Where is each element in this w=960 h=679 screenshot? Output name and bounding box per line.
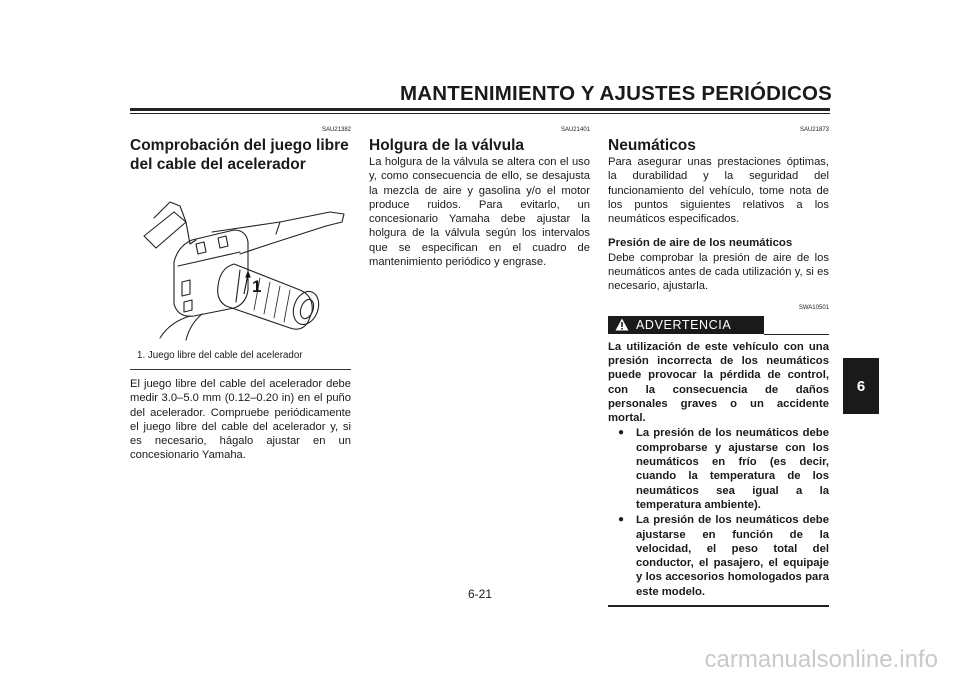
warning-label-box	[608, 316, 764, 334]
warning-text: La utilización de este vehículo con una presión incorrecta de los neumáticos puede provocar la pérdida de control, con la consecuencia de daños personales graves o un accidente mortal.	[608, 340, 829, 425]
warning-triangle-icon	[615, 318, 629, 331]
column-valve	[369, 126, 590, 269]
header-rule-thin	[130, 113, 830, 114]
warning-end-rule	[608, 605, 829, 607]
section-code: SAU21873	[799, 127, 829, 133]
column-tyres	[608, 126, 829, 607]
section-heading-throttle: Comprobación del juego libre del cable del acelerador	[130, 137, 349, 173]
section-code: SAU21382	[321, 127, 351, 133]
column-throttle	[130, 126, 351, 463]
header-rule	[130, 108, 830, 111]
page-header-title: MANTENIMIENTO Y AJUSTES PERIÓDICOS	[400, 82, 833, 105]
watermark: carmanualsonline.info	[704, 646, 938, 673]
warning-rule	[764, 334, 829, 335]
warning-bullet	[608, 513, 829, 599]
figure-caption: 1. Juego libre del cable del acelerador	[137, 350, 303, 361]
bullet-dot-icon: ●	[618, 427, 625, 439]
warning-label: ADVERTENCIA	[636, 317, 732, 332]
warning-bullet	[608, 426, 829, 512]
throttle-grip-illustration	[130, 182, 351, 342]
section-heading-tyres: Neumáticos	[608, 137, 696, 154]
figure-callout-1: 1	[252, 277, 262, 296]
bullet-dot-icon: ●	[618, 514, 625, 526]
throttle-body-text: El juego libre del cable del acelerador debe medir 3.0–5.0 mm (0.12–0.20 in) en el puño del acelerador. Compruebe periódicamente el juego libre del cable del acelerador y, si es necesario, hágalo ajustar en un concesionario Yamaha.	[130, 378, 351, 462]
tyres-body-text: Para asegurar unas prestaciones óptimas, la durabilidad y la seguridad del funcionamiento del vehículo, tome nota de los puntos siguientes relativos a los neumáticos especificados.	[608, 156, 829, 226]
warning-header	[608, 314, 829, 338]
throttle-grip-figure	[130, 182, 351, 342]
section-heading-valve: Holgura de la válvula	[369, 137, 525, 154]
warning-bullet-text: La presión de los neumáticos debe ajustarse en función de la velocidad, el peso total del conductor, el pasajero, el equipaje y los accesorios homologados para este modelo.	[636, 514, 829, 598]
warning-bullet-text: La presión de los neumáticos debe comprobarse y ajustarse con los neumáticos en frío (es decir, cuando la temperatura de los neumáticos sea igual a la temperatura ambiente).	[636, 427, 829, 511]
tyre-pressure-subheading: Presión de aire de los neumáticos	[608, 237, 793, 250]
valve-body-text: La holgura de la válvula se altera con el uso y, como consecuencia de ello, se desajusta la mezcla de aire y gasolina y/o el motor produce ruidos. Para evitarlo, un concesionario Yamaha debe ajustar la holgura de la válvula según los intervalos que se especifican en el cuadro de mantenimiento periódico y engrase.	[369, 156, 590, 269]
caption-rule	[130, 369, 351, 370]
tyre-pressure-text: Debe comprobar la presión de aire de los neumáticos antes de cada utilización y, si es necesario, ajustarla.	[608, 251, 829, 293]
chapter-tab[interactable]: 6	[843, 358, 879, 414]
section-code: SAU21401	[560, 127, 590, 133]
warning-code: SWA10501	[798, 304, 829, 311]
page-number: 6-21	[467, 587, 493, 601]
